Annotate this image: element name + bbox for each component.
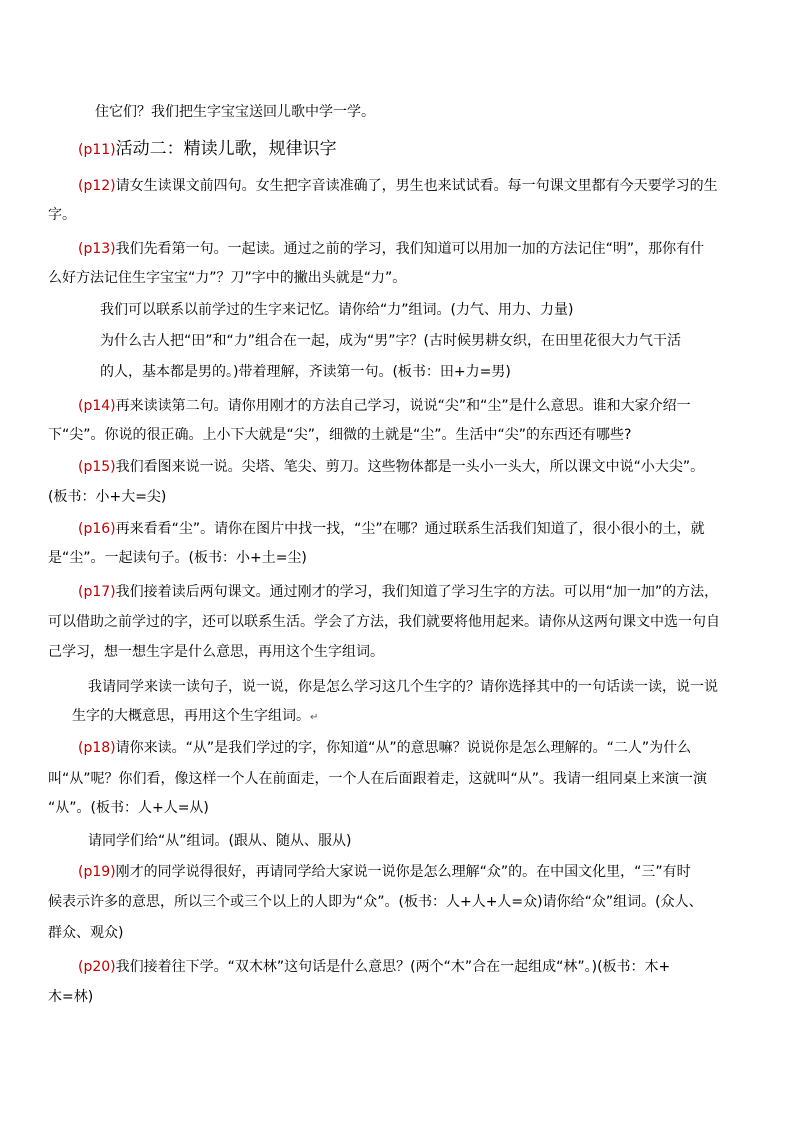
page-ref: (p11) <box>78 142 116 158</box>
paragraph-line: 可以借助之前学过的字，还可以联系生活。学会了方法，我们就要将他用起来。请你从这两句课文中选一句自 <box>48 614 720 630</box>
page-ref: (p15) <box>78 459 116 475</box>
paragraph-line: 生字的大概意思，再用这个生字组词。↵ <box>72 708 319 724</box>
paragraph-line: 的人，基本都是男的。)带着理解，齐读第一句。(板书：田+力=男) <box>100 364 511 380</box>
paragraph-line: 我们可以联系以前学过的生字来记忆。请你给“力”组词。(力气、用力、力量) <box>100 302 574 318</box>
page-ref: (p12) <box>78 178 116 194</box>
paragraph-line: 为什么古人把“田”和“力”组合在一起，成为“男”字？(古时候男耕女织，在田里花很大力气干活 <box>100 333 681 349</box>
paragraph-line: (p20)我们接着往下学。“双木林”这句话是什么意思？(两个“木”合在一起组成“林”。)(板书：木+ <box>78 959 671 975</box>
paragraph-line: (p14)再来读读第二句。请你用刚才的方法自己学习，说说“尖”和“尘”是什么意思。谁和大家介绍一 <box>78 398 691 414</box>
section-heading <box>78 138 337 161</box>
paragraph-line: 下“尖”。你说的很正确。上小下大就是“尖”，细微的土就是“尘”。生活中“尖”的东西还有哪些? <box>48 427 632 443</box>
paragraph-line: (板书：小+大=尖) <box>48 489 167 505</box>
paragraph-line: 己学习，想一想生字是什么意思，再用这个生字组词。 <box>48 644 384 660</box>
page-ref: (p14) <box>78 398 116 414</box>
page-ref: (p16) <box>78 521 116 537</box>
paragraph-line: 请同学们给“从”组词。(跟从、随从、服从) <box>88 833 352 849</box>
paragraph-line: (p12)请女生读课文前四句。女生把字音读准确了，男生也来试试看。每一句课文里都有今天要学习的生 <box>78 178 718 194</box>
paragraph-line: (p16)再来看看“尘”。请你在图片中找一找，“尘”在哪？通过联系生活我们知道了，很小很小的土，就 <box>78 521 705 537</box>
section-heading-text: 活动二：精读儿歌，规律识字 <box>115 139 337 159</box>
paragraph-line: 我请同学来读一读句子，说一说，你是怎么学习这几个生字的？请你选择其中的一句话读一读，说一说 <box>88 679 718 695</box>
page-ref: (p20) <box>78 959 116 975</box>
paragraph-line: (p15)我们看图来说一说。尖塔、笔尖、剪刀。这些物体都是一头小一头大，所以课文中说“小大尖”。 <box>78 459 705 475</box>
intro-line: 住它们？我们把生字宝宝送回儿歌中学一学。 <box>95 104 375 120</box>
paragraph-line: (p19)刚才的同学说得很好，再请同学给大家说一说你是怎么理解“众”的。在中国文化里，“三”有时 <box>78 864 691 880</box>
paragraph-line: 字。 <box>48 207 76 223</box>
paragraph-line: 木=林) <box>48 989 94 1005</box>
paragraph-line: 么好方法记住生字宝宝“力”？刀”字中的撇出头就是“力”。 <box>48 270 407 286</box>
page-ref: (p18) <box>78 740 116 756</box>
paragraph-line: (p13)我们先看第一句。一起读。通过之前的学习，我们知道可以用加一加的方法记住“明”，那你有什 <box>78 241 705 257</box>
paragraph-line: 候表示许多的意思，所以三个或三个以上的人即为“众”。(板书：人+人+人=众)请你给“众”组词。(众人、 <box>48 894 703 910</box>
page-ref: (p19) <box>78 864 116 880</box>
page-ref: (p17) <box>78 584 116 600</box>
paragraph-line: (p18)请你来读。“从”是我们学过的字，你知道“从”的意思嘛？说说你是怎么理解的。“二人”为什么 <box>78 740 692 756</box>
paragraph-mark: ↵ <box>310 712 319 723</box>
paragraph-line: (p17)我们接着读后两句课文。通过刚才的学习，我们知道了学习生字的方法。可以用“加一加”的方法， <box>78 584 719 600</box>
page-ref: (p13) <box>78 241 116 257</box>
paragraph-line: 群众、观众) <box>48 925 124 941</box>
paragraph-line: 是“尘”。一起读句子。(板书：小+土=尘) <box>48 550 307 566</box>
paragraph-line: “从”。(板书：人+人=从) <box>48 800 209 816</box>
paragraph-line: 叫“从”呢？你们看，像这样一个人在前面走，一个人在后面跟着走，这就叫“从”。我请一组同桌上来演一演 <box>48 771 708 787</box>
